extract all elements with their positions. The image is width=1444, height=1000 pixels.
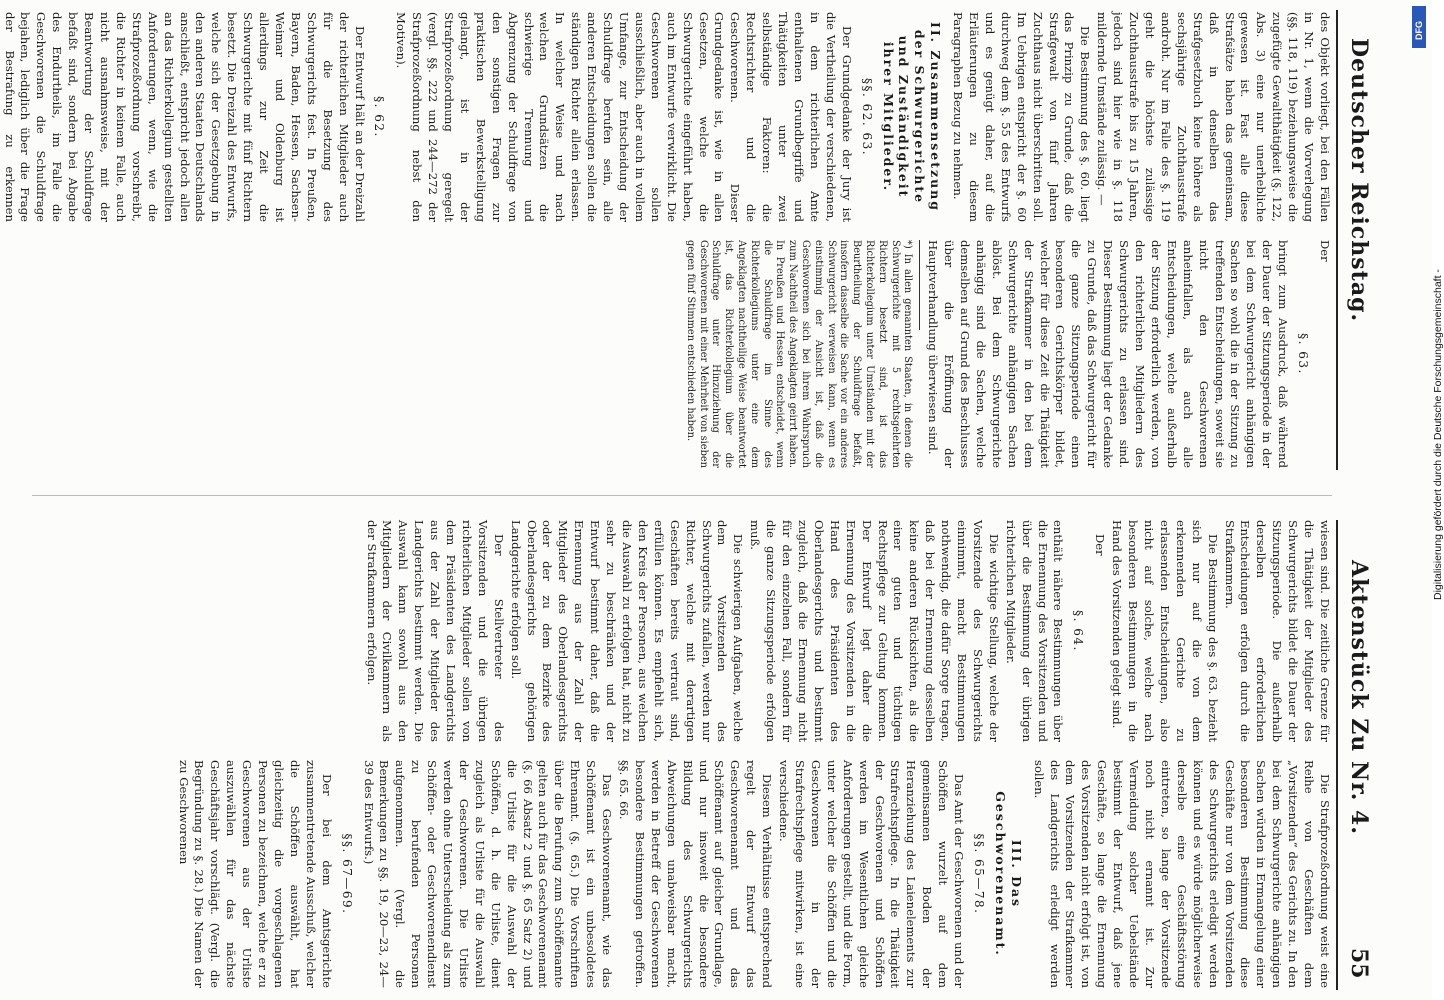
head-rule-left: [1336, 10, 1338, 470]
right-running-title: Aktenstück Zu Nr. 4.: [1346, 560, 1372, 835]
paragraph: Die wichtige Stellung, welche der Vorsitzende des Schwurgerichts einnimmt, macht Bestimmungen nothwendig, die dafür Sorge tragen, daß bei der Ernennung desselben keine anderen Rücksichten, als die einer guten und tüchtigen Rechtspflege zur Geltung kommen. Der Entwurf legt daher die Ernennung des Vorsitzenden in die Hand des Präsidenten des Oberlandesgerichts und bestimmt zugleich, daß die Ernennung nicht für den einzelnen Fall, sondern für die ganze Sitzungsperiode erfolgen muß.: [748, 520, 1001, 742]
footnote-rule: [919, 240, 920, 330]
dfg-logo-text: DFG: [1414, 21, 1424, 40]
paragraph: Die Bestimmung des §. 60. liegt das Prinzip zu Grunde, daß die Strafgewalt von fünf Jahren Zuchthaus nicht überschritten soll. Im Uebrigen entspricht der §. 60 durchweg dem §. 55 des Entwurfs und es genügt daher, auf die Erläuterungen zu diesem Paragraphen Bezug zu nehmen.: [951, 12, 1093, 222]
paragraph-reference: §§. 67—69.: [339, 833, 354, 915]
paragraph: enthält nähere Bestimmungen über die Ernennung des Vorsitzenden und über die Bestimmung der übrigen richterlichen Mitglieder.: [1003, 520, 1066, 742]
left-running-title: Deutscher Reichstag.: [1346, 38, 1372, 323]
paragraph: Der: [1093, 534, 1108, 556]
paragraph: Der: [1318, 240, 1332, 262]
column-2: [12, 240, 1332, 468]
section-heading: II. Zusammensetzung der Schwurgerichte und Zuständigkeit ihrer Mitglieder.: [880, 21, 944, 213]
dfg-logo: [1412, 6, 1426, 48]
paragraph: wiesen sind. Die zeitliche Grenze für die Thätigkeit der Mitglieder des Schwurgerichts bildet die Dauer der Sitzungsperiode. Die außerhalb derselben erforderlichen Entscheidungen erfolgen durch die Strafkammern.: [1222, 520, 1332, 742]
paragraph: Der bei dem Amtsgerichte zusammentretende Ausschuß, welcher die Schöffen auswählt, hat gleichzeitig die vorgeschlagenen Personen zu bezeichnen, welche er zu Geschworenen aus der Urliste auszuwählen für das nächste Geschäftsjahr vorschlägt. (Vergl. die Begründung zu §. 28.) Die Namen der zu Geschworenen: [176, 760, 334, 988]
paragraph-reference: §. 62.: [372, 96, 387, 138]
paragraph: Der Grundgedanke der Jury ist die Vertheilung der verschiedenen, in dem richterlichen Amte enthaltenen Grundbegriffe und Thätigkeiten unter zwei selbständige Faktoren: die Rechtsrichter und die Geschworenen. Dieser Grundgedanke ist, wie in allen Gesetzen, welche die Schwurgerichte eingeführt haben, auch im Entwurfe verwirklicht. Die Geschworenen sollen ausschließlich, aber auch in vollem Umfange, zur Entscheidung der Schuldfrage berufen sein, alle anderen Entscheidungen sollen die ständigen Richter allein erlassen. In welcher Weise und nach welchen Grundsätzen die schwierige Trennung und Abgrenzung der Schuldfrage von den sonstigen Fragen zur praktischen Bewerkstelligung gelangt, ist in der Strafprozeßordnung geregelt (vergl. §§. 222 und 244—272 der Strafprozeßordnung nebst den Motiven).: [394, 12, 854, 222]
paragraph: Die schwierigen Aufgaben, welche dem Vorsitzenden des Schwurgerichts zufallen, werden nur Richter, welche mit derartigen Geschäften bereits vertraut sind, erfüllen können. Es empfiehlt sich, den Kreis der Personen, aus welchen die Auswahl zu erfolgen hat, nicht zu sehr zu beschränken und der Entwurf bestimmt daher, daß die Ernennung aus der Zahl der Mitglieder des Oberlandesgerichts oder der zu dem Bezirke des Oberlandesgerichts gehörigen Landgerichte erfolgen soll.: [508, 520, 746, 742]
column-1: [2, 12, 1332, 222]
paragraph: bringt zum Ausdruck, daß während der Dauer der Sitzungsperiode in der bei dem Schwurgericht anhängigen Sachen so wohl die in der Sitzung zu treffenden Entscheidungen, soweit sie nicht den Geschworenen anheimfallen, als auch alle Entscheidungen, welche außerhalb der Sitzung erforderlich werden, von den richterlichen Mitgliedern des Schwurgerichts zu erlassen sind. Dieser Bestimmung liegt der Gedanke zu Grunde, daß das Schwurgericht für die ganze Sitzungsperiode einen besonderen Gerichtskörper bildet, welcher für diese Zeit die Thätigkeit der Strafkammer in den bei dem Schwurgerichte anhängigen Sachen ablöst. Bei dem Schwurgerichte anhängig sind die Sachen, welche demselben auf Grund des Beschlusses über die Eröffnung der Hauptverhandlung überwiesen sind.: [926, 240, 1291, 468]
paragraph: des Objekt vorliegt, bei den Fällen in Nr. 1, wenn die Vorverlegung (§§. 118, 119) beziehungsweise die zugefügte Gewaltthätigkeit (§. 122, Abs. 3) eine nur unerhebliche gewesen ist. Fast alle diese Strafsätze haben das gemeinsam, daß in denselben das Strafgesetzbuch keine höhere als sechsjährige Zuchthausstrafe androht. Nur im Falle des §. 119 geht die höchste zulässige Zuchthausstrafe bis zu 15 Jahren, jedoch sind hier wie in §. 118 mildernde Umstände zulässig. —: [1095, 12, 1332, 222]
column-4: [12, 760, 1332, 988]
column-3: [12, 520, 1332, 742]
section-heading: III. Das Geschworenenamt.: [992, 791, 1024, 957]
paragraph: Der Entwurf hält an der Dreizahl der richterlichen Mitglieder auch für die Besetzung des Schwurgerichts fest. In Preußen, Bayern, Baden, Hessen, Sachsen-Weimar und Oldenburg ist allerdings zur Zeit die Schwurgerichte mit fünf Richtern besetzt. Die Dreizahl des Entwurfs, welche sich der Gesetzgebung in den anderen Staaten Deutschlands anschließt, entspricht jedoch allen an das Richterkollegium gestellten Anforderungen, wenn, wie die Strafprozeßordnung vorschreibt, die Richter in keinem Falle, auch nicht ausnahmsweise, mit der Beantwortung der Schuldfrage befaßt sind, sondern bei Abgabe des Endurtheils, im Falle die Geschworenen die Schuldfrage bejahen, lediglich über die Frage der Bestrafung zu erkennen: [2, 12, 367, 222]
running-head: [1334, 0, 1374, 1000]
head-rule-right: [1336, 520, 1338, 990]
paragraph-reference: §§. 62. 63.: [859, 77, 874, 157]
page-number: 55: [1346, 948, 1372, 979]
paragraph: Der Stellvertreter des Vorsitzenden und die übrigen richterlichen Mitglieder sollen von dem Präsidenten des Landgerichts aus der Zahl der Mitglieder des Landgerichts bestimmt werden. Die Auswahl kann sowohl aus den Mitgliedern der Civilkammern als der Strafkammern erfolgen.: [364, 520, 506, 742]
credit-text: Digitalisierung gefördert durch die Deutsche Forschungsgemeinschaft -: [1432, 269, 1444, 600]
paragraph: Das Amt der Geschworenen und der Schöffen wurzelt auf dem gemeinsamen Boden der Heranziehung des Laienelements zur Strafrechtspflege. In die Thätigkeit der Geschworenen und Schöffen werden im Wesentlichen gleiche Anforderungen gestellt, und die Form, unter welcher die Schöffen und die Geschworenen in der Strafrechtspflege mitwirken, ist eine verschiedene.: [777, 760, 967, 988]
paragraph: Das Geschworenenamt, wie das Schöffenamt ist ein unbesoldetes Ehrenamt. (§. 65.) Die Vorschriften über die Berufung zum Schöffenamte gelten auch für das Geschworenenamt (§. 66 Absatz 2 und §. 65 Satz 2) und die Urliste für die Auswahl der Schöffen, d. h. die Urliste, dient zugleich als Urliste für die Auswahl der Geschworenen. Die Urliste werden ohne Unterscheidung als zum Schöffen- oder Geschworenendienst zu berufenden Personen aufgenommen. (Vergl. die Bemerkungen zu §§. 19, 20—23, 24—39 des Entwurfs.): [361, 760, 615, 988]
paragraph: Die Strafprozeßordnung weist eine Reihe von Geschäften dem „Vorsitzenden“ des Gerichts zu. In den bei dem Schwurgerichte anhängigen Sachen würden in Ermangelung einer besonderen Bestimmung diese Geschäfte nur von dem Vorsitzenden des Schwurgerichts erledigt werden können und es würde möglicherweise derselbe eine Geschäftsstörung eintreten, so lange der Vorsitzende noch nicht ernannt ist. Zur Vermeidung solcher Uebelstände bestimmt der Entwurf, daß jene Geschäfte, so lange die Ernennung des Vorsitzenden nicht erfolgt ist, von dem Vorsitzenden der Strafkammer des Landgerichts erledigt werden sollen.: [1031, 760, 1332, 988]
paragraph: Die Bestimmung des §. 63. bezieht sich nur auf die von dem erkennenden Gerichte zu erlassenden Entscheidungen, also nicht auf solche, welche nach besonderen Bestimmungen in die Hand des Vorsitzenden gelegt sind.: [1110, 520, 1220, 742]
paragraph: Diesem Verhältnisse entsprechend regelt der Entwurf das Geschworenenamt und das Schöffenamt auf gleicher Grundlage, und nur insoweit die besondere Bildung des Schwurgerichts Abweichungen unabweisbar macht, werden in Betreff der Geschworenen besondere Bestimmungen getroffen. §§. 65. 66.: [617, 760, 775, 988]
gutter-divider: [32, 495, 1332, 496]
paragraph-reference: §. 63.: [1296, 333, 1311, 375]
digitization-credit: [1410, 8, 1444, 608]
footnote: *) In allen genannten Staaten, in denen die Schwurgerichte mit 5 rechtsgelehrten Richtern besetzt sind, ist das Richterkollegium unter Umständen mit der Beurtheilung der Schuldfrage befaßt, insofern dasselbe die Sache vor ein anderes Schwurgericht verweisen kann, wenn es einstimmig der Ansicht ist, daß die Geschworenen sich bei ihrem Wahrspruch zum Nachtheil des Angeklagten geirrt haben. In Preußen und Hessen entscheidet, wenn die Schuldfrage im Sinne des Richterkollegiums unter eine dem Angeklagten nachtheilige Weise beantwortet ist, das Richterkollegium über die Schuldfrage unter Hinzuziehung der Geschworenen mit einer Mehrheit von sieben gegen fünf Stimmen entschieden haben.: [684, 240, 914, 468]
paragraph-reference: §§. 65—78.: [971, 833, 986, 915]
paragraph-reference: §. 64.: [1071, 610, 1086, 652]
